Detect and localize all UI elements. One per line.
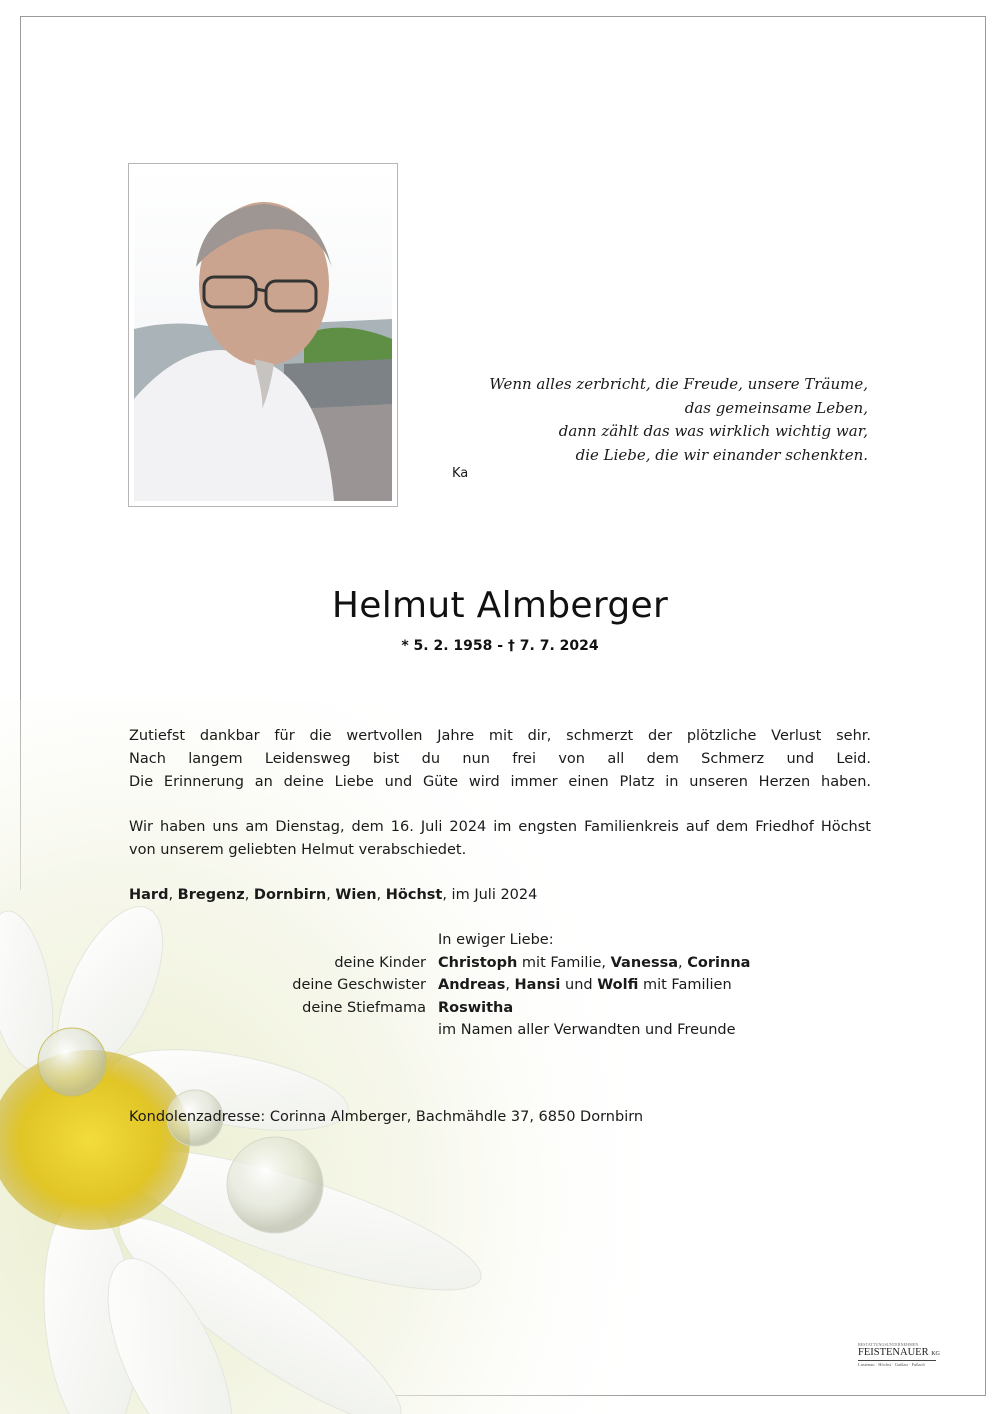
member-name: Andreas	[438, 977, 506, 993]
family-closing: im Namen aller Verwandten und Freunde	[438, 1022, 736, 1038]
member-name: Christoph	[438, 954, 518, 971]
quote-line: die Liebe, die wir einander schenkten.	[575, 445, 868, 464]
member-name: Corinna	[687, 954, 751, 971]
quote-line: dann zählt das was wirklich wichtig war,	[558, 422, 868, 440]
family-row	[0, 974, 1000, 997]
life-dates: * 5. 2. 1958 - † 7. 7. 2024	[401, 638, 599, 654]
tribute-line: Zutiefst dankbar für die wertvollen Jahre mit dir, schmerzt der plötzliche Verlust sehr.	[129, 728, 871, 744]
farewell-line: Wir haben uns am Dienstag, dem 16. Juli 2024 im engsten Familienkreis auf dem Friedhof Höchst	[129, 819, 871, 835]
frame-top-line	[20, 16, 986, 17]
condolence-address: Kondolenzadresse: Corinna Almberger, Bachmähdle 37, 6850 Dornbirn	[129, 1109, 644, 1125]
funeral-home-logo	[858, 1342, 940, 1367]
place-separator: ,	[244, 887, 254, 903]
member-text: ,	[678, 954, 688, 971]
farewell-paragraph	[129, 816, 871, 862]
logo-locations: Lustenau · Höchst · Gaißau · Fußach	[858, 1362, 925, 1367]
family-row	[0, 1019, 1000, 1042]
daisy-flower-background	[0, 700, 640, 1414]
member-text: ,	[505, 977, 515, 993]
logo-name: FEISTENAUER	[858, 1347, 929, 1358]
tribute-line: Die Erinnerung an deine Liebe und Güte wird immer einen Platz in unseren Herzen haben.	[129, 774, 871, 790]
deceased-name: Helmut Almberger	[331, 585, 669, 626]
member-name: Roswitha	[438, 999, 514, 1016]
member-name: Wolfi	[597, 977, 639, 993]
frame-right-line	[985, 16, 986, 1396]
place: Hard	[129, 887, 169, 903]
tribute-paragraph	[129, 725, 871, 794]
family-members	[438, 997, 513, 1020]
family-intro: In ewiger Liebe:	[438, 932, 554, 948]
portrait-photo	[134, 169, 392, 501]
member-text: und	[560, 977, 598, 993]
tribute-line: Nach langem Leidensweg bist du nun frei von all dem Schmerz und Leid.	[129, 751, 871, 767]
family-label: deine Stiefmama	[302, 999, 426, 1016]
member-text: mit Familien	[638, 977, 732, 993]
family-label: deine Geschwister	[292, 977, 426, 993]
member-name: Vanessa	[610, 954, 679, 971]
member-name: Hansi	[514, 977, 561, 993]
place: Bregenz	[177, 887, 245, 903]
family-members	[438, 952, 750, 975]
quote	[489, 373, 868, 467]
family-members	[438, 974, 732, 997]
place-separator: ,	[376, 887, 386, 903]
logo-tagline: BESTATTUNGSUNTERNEHMEN	[858, 1342, 919, 1347]
quote-author: Ka	[452, 466, 469, 481]
logo-suffix: KG	[931, 1351, 940, 1357]
place: Höchst	[385, 887, 443, 903]
place-date: , im Juli 2024	[442, 887, 538, 903]
place-separator: ,	[326, 887, 336, 903]
quote-line: Wenn alles zerbricht, die Freude, unsere Träume,	[489, 375, 868, 393]
family-label: deine Kinder	[334, 954, 426, 971]
portrait-frame	[128, 163, 398, 507]
family-row	[0, 997, 1000, 1020]
quote-line: das gemeinsame Leben,	[684, 398, 868, 417]
place-separator: ,	[168, 887, 178, 903]
place: Wien	[335, 887, 377, 903]
family-intro-row	[0, 929, 1000, 952]
logo-wordmark	[858, 1347, 940, 1361]
member-text: mit Familie,	[517, 954, 611, 971]
places-line	[129, 884, 871, 907]
farewell-line: von unserem geliebten Helmut verabschiedet.	[129, 842, 467, 858]
place: Dornbirn	[253, 887, 327, 903]
family-row	[0, 952, 1000, 975]
